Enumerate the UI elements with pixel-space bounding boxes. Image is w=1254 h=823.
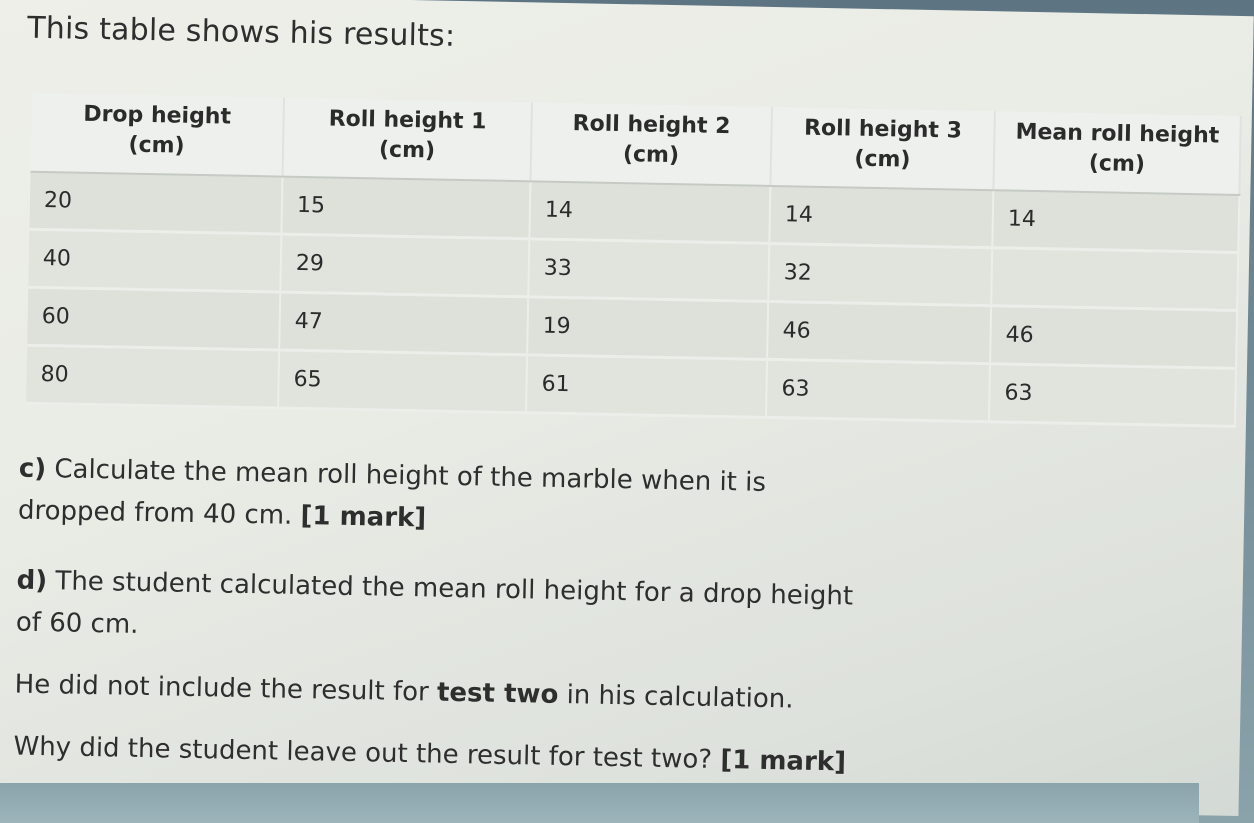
question-c-line1: Calculate the mean roll height of the marble when it is bbox=[54, 454, 767, 498]
question-d-letter: d) bbox=[16, 565, 48, 597]
cell-roll-height-1: 47 bbox=[279, 292, 528, 355]
question-d-para2-bold: test two bbox=[436, 677, 559, 710]
cell-roll-height-1: 15 bbox=[281, 177, 530, 239]
question-d-para2-post: in his calculation. bbox=[558, 679, 794, 715]
intro-text: This table shows his results: bbox=[26, 10, 456, 54]
question-c-letter: c) bbox=[18, 453, 47, 485]
question-d-para3: Why did the student leave out the result for test two? bbox=[13, 731, 713, 775]
cell-roll-height-1: 65 bbox=[278, 350, 527, 413]
cell-roll-height-2: 19 bbox=[527, 297, 768, 360]
question-d-line1: The student calculated the mean roll height for a drop height bbox=[55, 566, 854, 612]
screen-bezel bbox=[0, 783, 1199, 823]
header-mean-roll-height: Mean roll height (cm) bbox=[993, 111, 1240, 195]
cell-mean-roll-height: 14 bbox=[992, 190, 1239, 252]
results-table bbox=[26, 93, 1242, 428]
header-roll-height-1: Roll height 1 (cm) bbox=[283, 98, 532, 182]
question-d-para2-pre: He did not include the result for bbox=[14, 669, 438, 708]
questions-section bbox=[13, 448, 1019, 787]
question-d-marks: [1 mark] bbox=[720, 745, 847, 778]
question-c-line2: dropped from 40 cm. bbox=[17, 495, 293, 531]
cell-roll-height-1: 29 bbox=[280, 234, 529, 297]
cell-roll-height-3: 46 bbox=[767, 301, 991, 363]
header-roll-height-3: Roll height 3 (cm) bbox=[770, 107, 994, 190]
cell-roll-height-2: 14 bbox=[529, 181, 770, 243]
cell-mean-roll-height: 63 bbox=[989, 364, 1236, 427]
cell-mean-roll-height bbox=[991, 248, 1238, 311]
header-drop-height: Drop height (cm) bbox=[31, 93, 284, 177]
question-d-line2: of 60 cm. bbox=[15, 607, 139, 640]
cell-roll-height-3: 14 bbox=[769, 186, 993, 248]
question-c-marks: [1 mark] bbox=[300, 500, 427, 534]
header-roll-height-2: Roll height 2 (cm) bbox=[530, 102, 771, 186]
cell-roll-height-3: 32 bbox=[768, 243, 992, 305]
cell-roll-height-2: 61 bbox=[526, 355, 767, 418]
cell-drop-height: 60 bbox=[27, 287, 280, 350]
cell-drop-height: 40 bbox=[28, 229, 281, 292]
cell-roll-height-3: 63 bbox=[766, 359, 990, 421]
cell-roll-height-2: 33 bbox=[528, 239, 769, 302]
cell-drop-height: 20 bbox=[29, 172, 282, 234]
cell-drop-height: 80 bbox=[26, 345, 279, 408]
cell-mean-roll-height: 46 bbox=[990, 306, 1237, 369]
